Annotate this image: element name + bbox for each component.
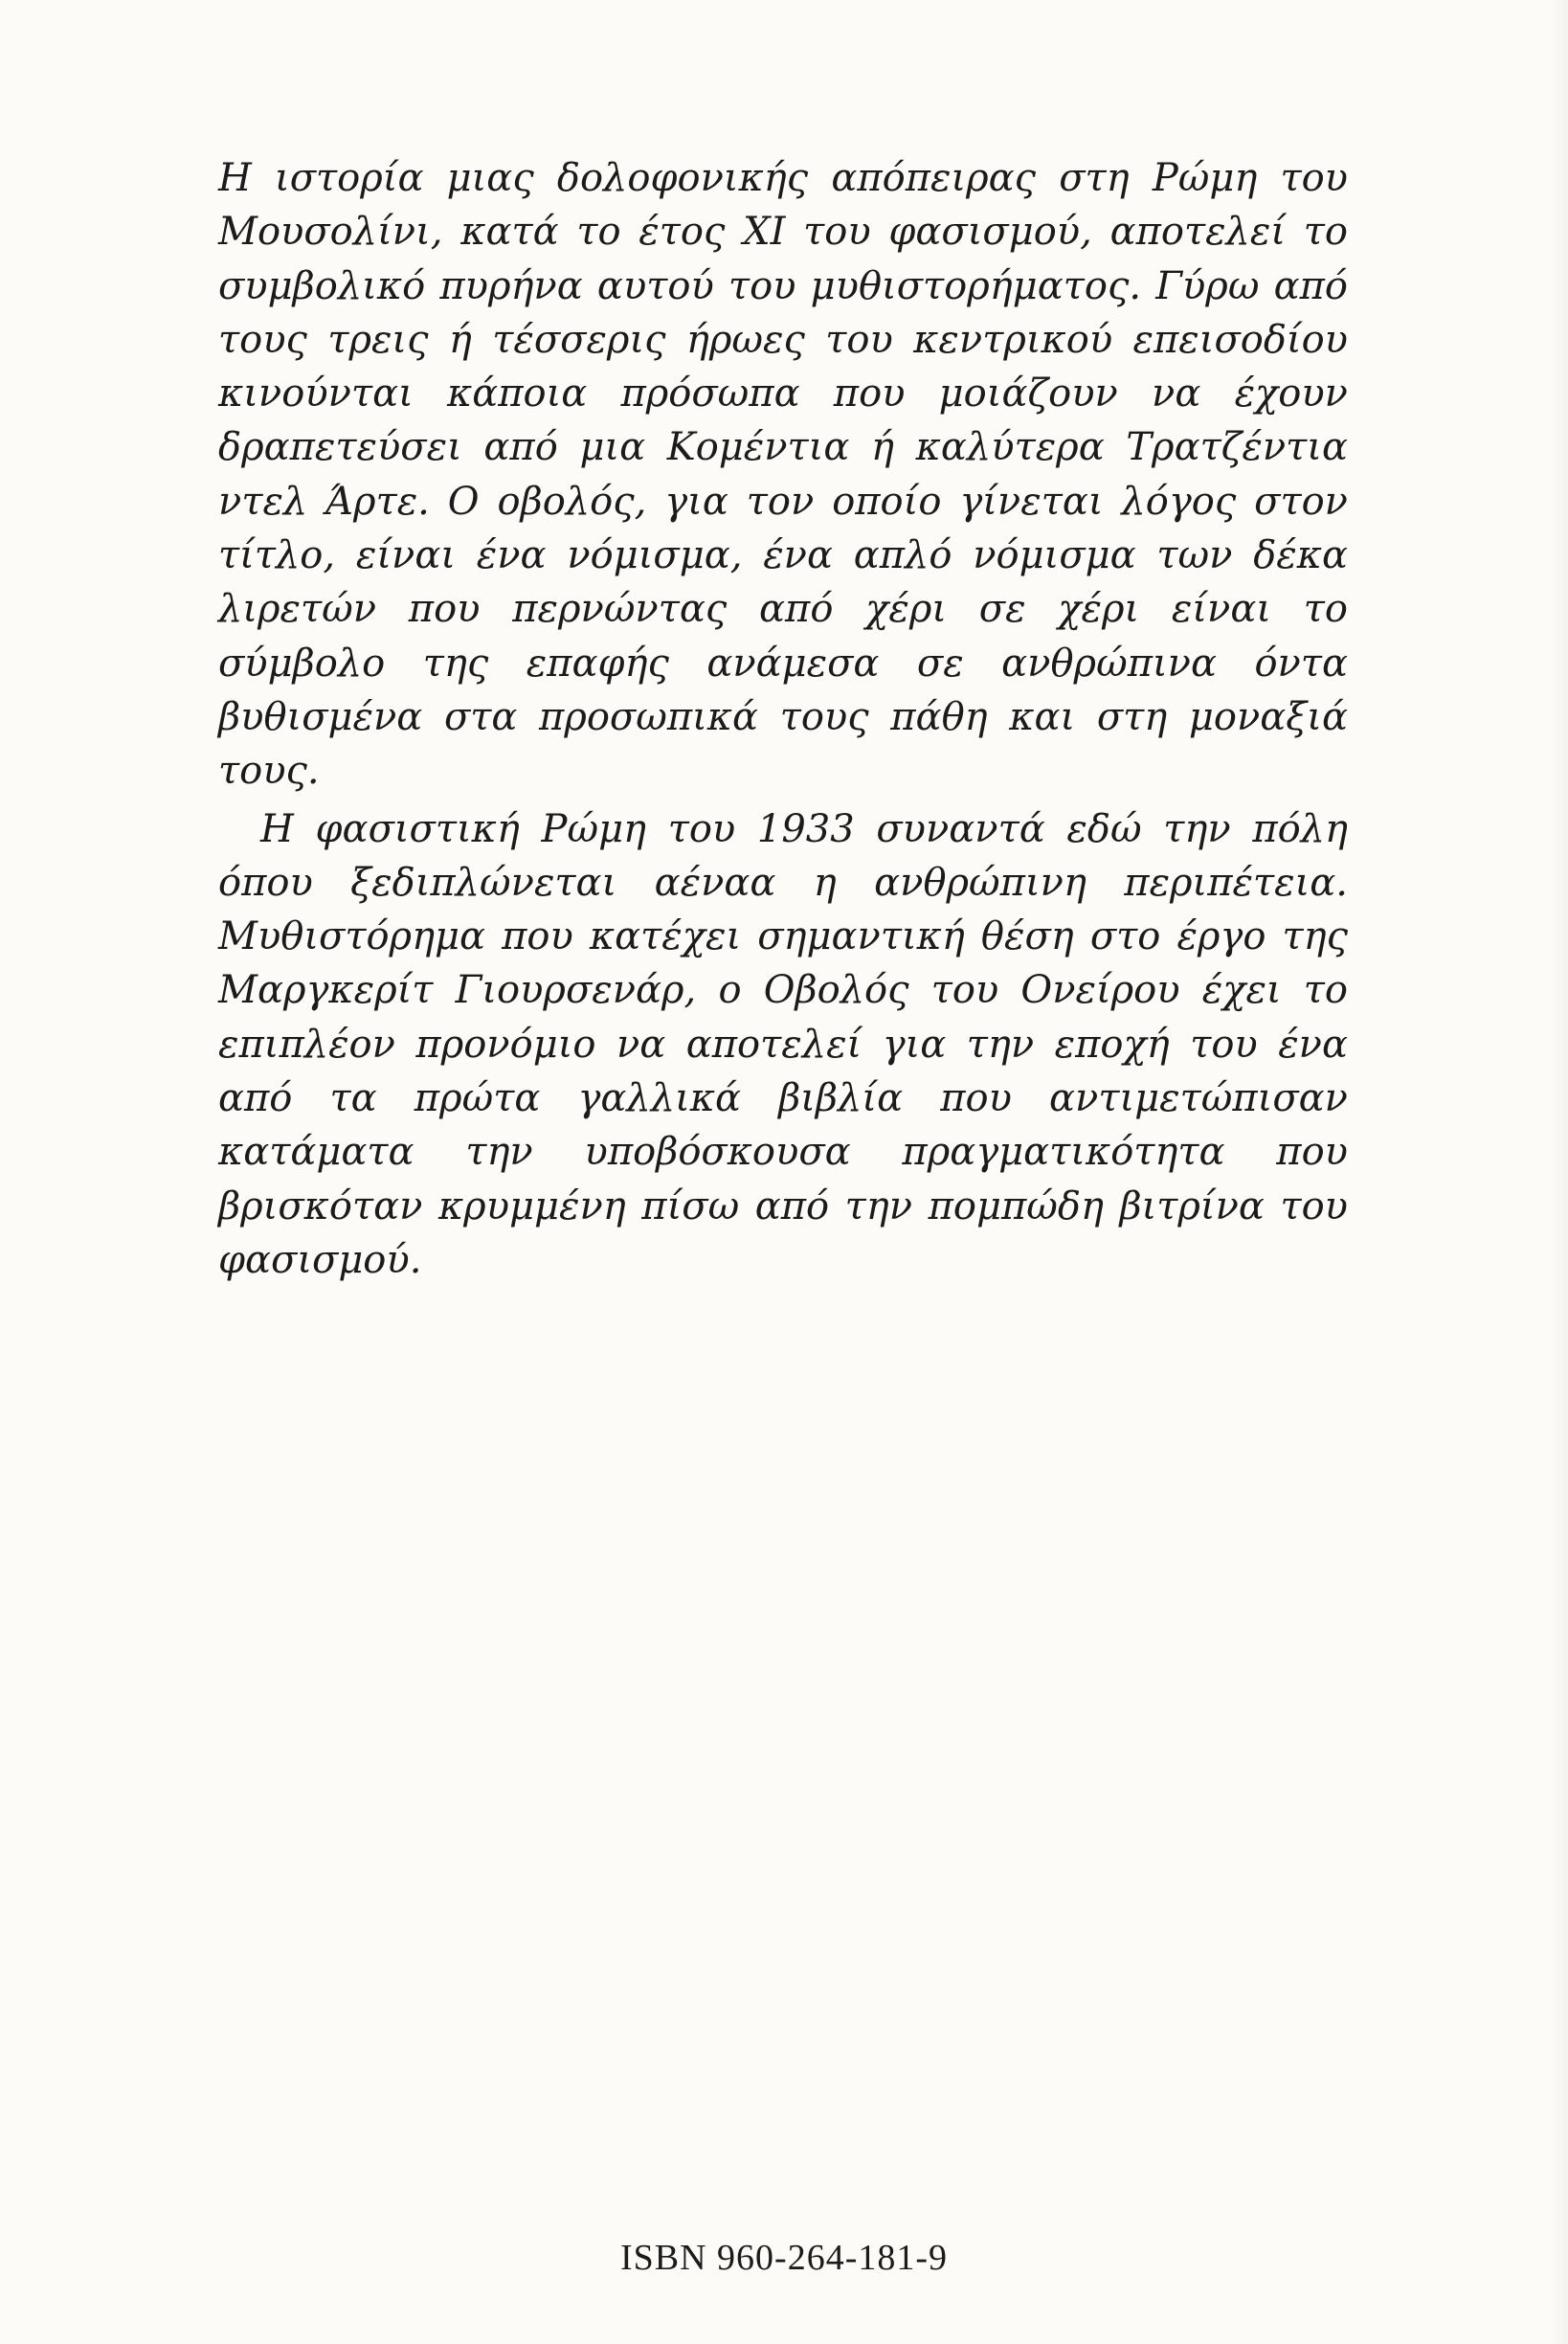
- blurb-text: [218, 151, 1348, 1287]
- blurb-paragraph-1: Η ιστορία μιας δολοφονικής απόπειρας στη Ρώμη του Μουσολίνι, κατά το έτος XI του φασισμού, αποτελεί το συμβολικό πυρήνα αυτού του μυθιστορήματος. Γύρω από τους τρεις ή τέσσερις ήρωες του κεντρικού επεισοδίου κινούνται κάποια πρόσωπα που μοιάζουν να έχουν δραπετεύσει από μια Κομέντια ή καλύτερα Τρατζέντια ντελ Άρτε. Ο οβολός, για τον οποίο γίνεται λόγος στον τίτλο, είναι ένα νόμισμα, ένα απλό νόμισμα των δέκα λιρετών που περνώντας από χέρι σε χέρι είναι το σύμβολο της επαφής ανάμεσα σε ανθρώπινα όντα βυθισμένα στα προσωπικά τους πάθη και στη μοναξιά τους.: [218, 156, 1348, 794]
- isbn-number: ISBN 960-264-181-9: [619, 2238, 949, 2278]
- blurb-paragraph-2: Η φασιστική Ρώμη του 1933 συναντά εδώ την πόλη όπου ξεδιπλώνεται αέναα η ανθρώπινη περιπέτεια. Μυθιστόρημα που κατέχει σημαντική θέση στο έργο της Μαργκερίτ Γιουρσενάρ, ο Οβολός του Ονείρου έχει το επιπλέον προνόμιο να αποτελεί για την εποχή του ένα από τα πρώτα γαλλικά βιβλία που αντιμετώπισαν κατάματα την υποβόσκουσα πραγματικότητα που βρισκόταν κρυμμένη πίσω από την πομπώδη βιτρίνα του φασισμού.: [218, 806, 1348, 1282]
- scan-shadow-edge: [1551, 0, 1568, 2344]
